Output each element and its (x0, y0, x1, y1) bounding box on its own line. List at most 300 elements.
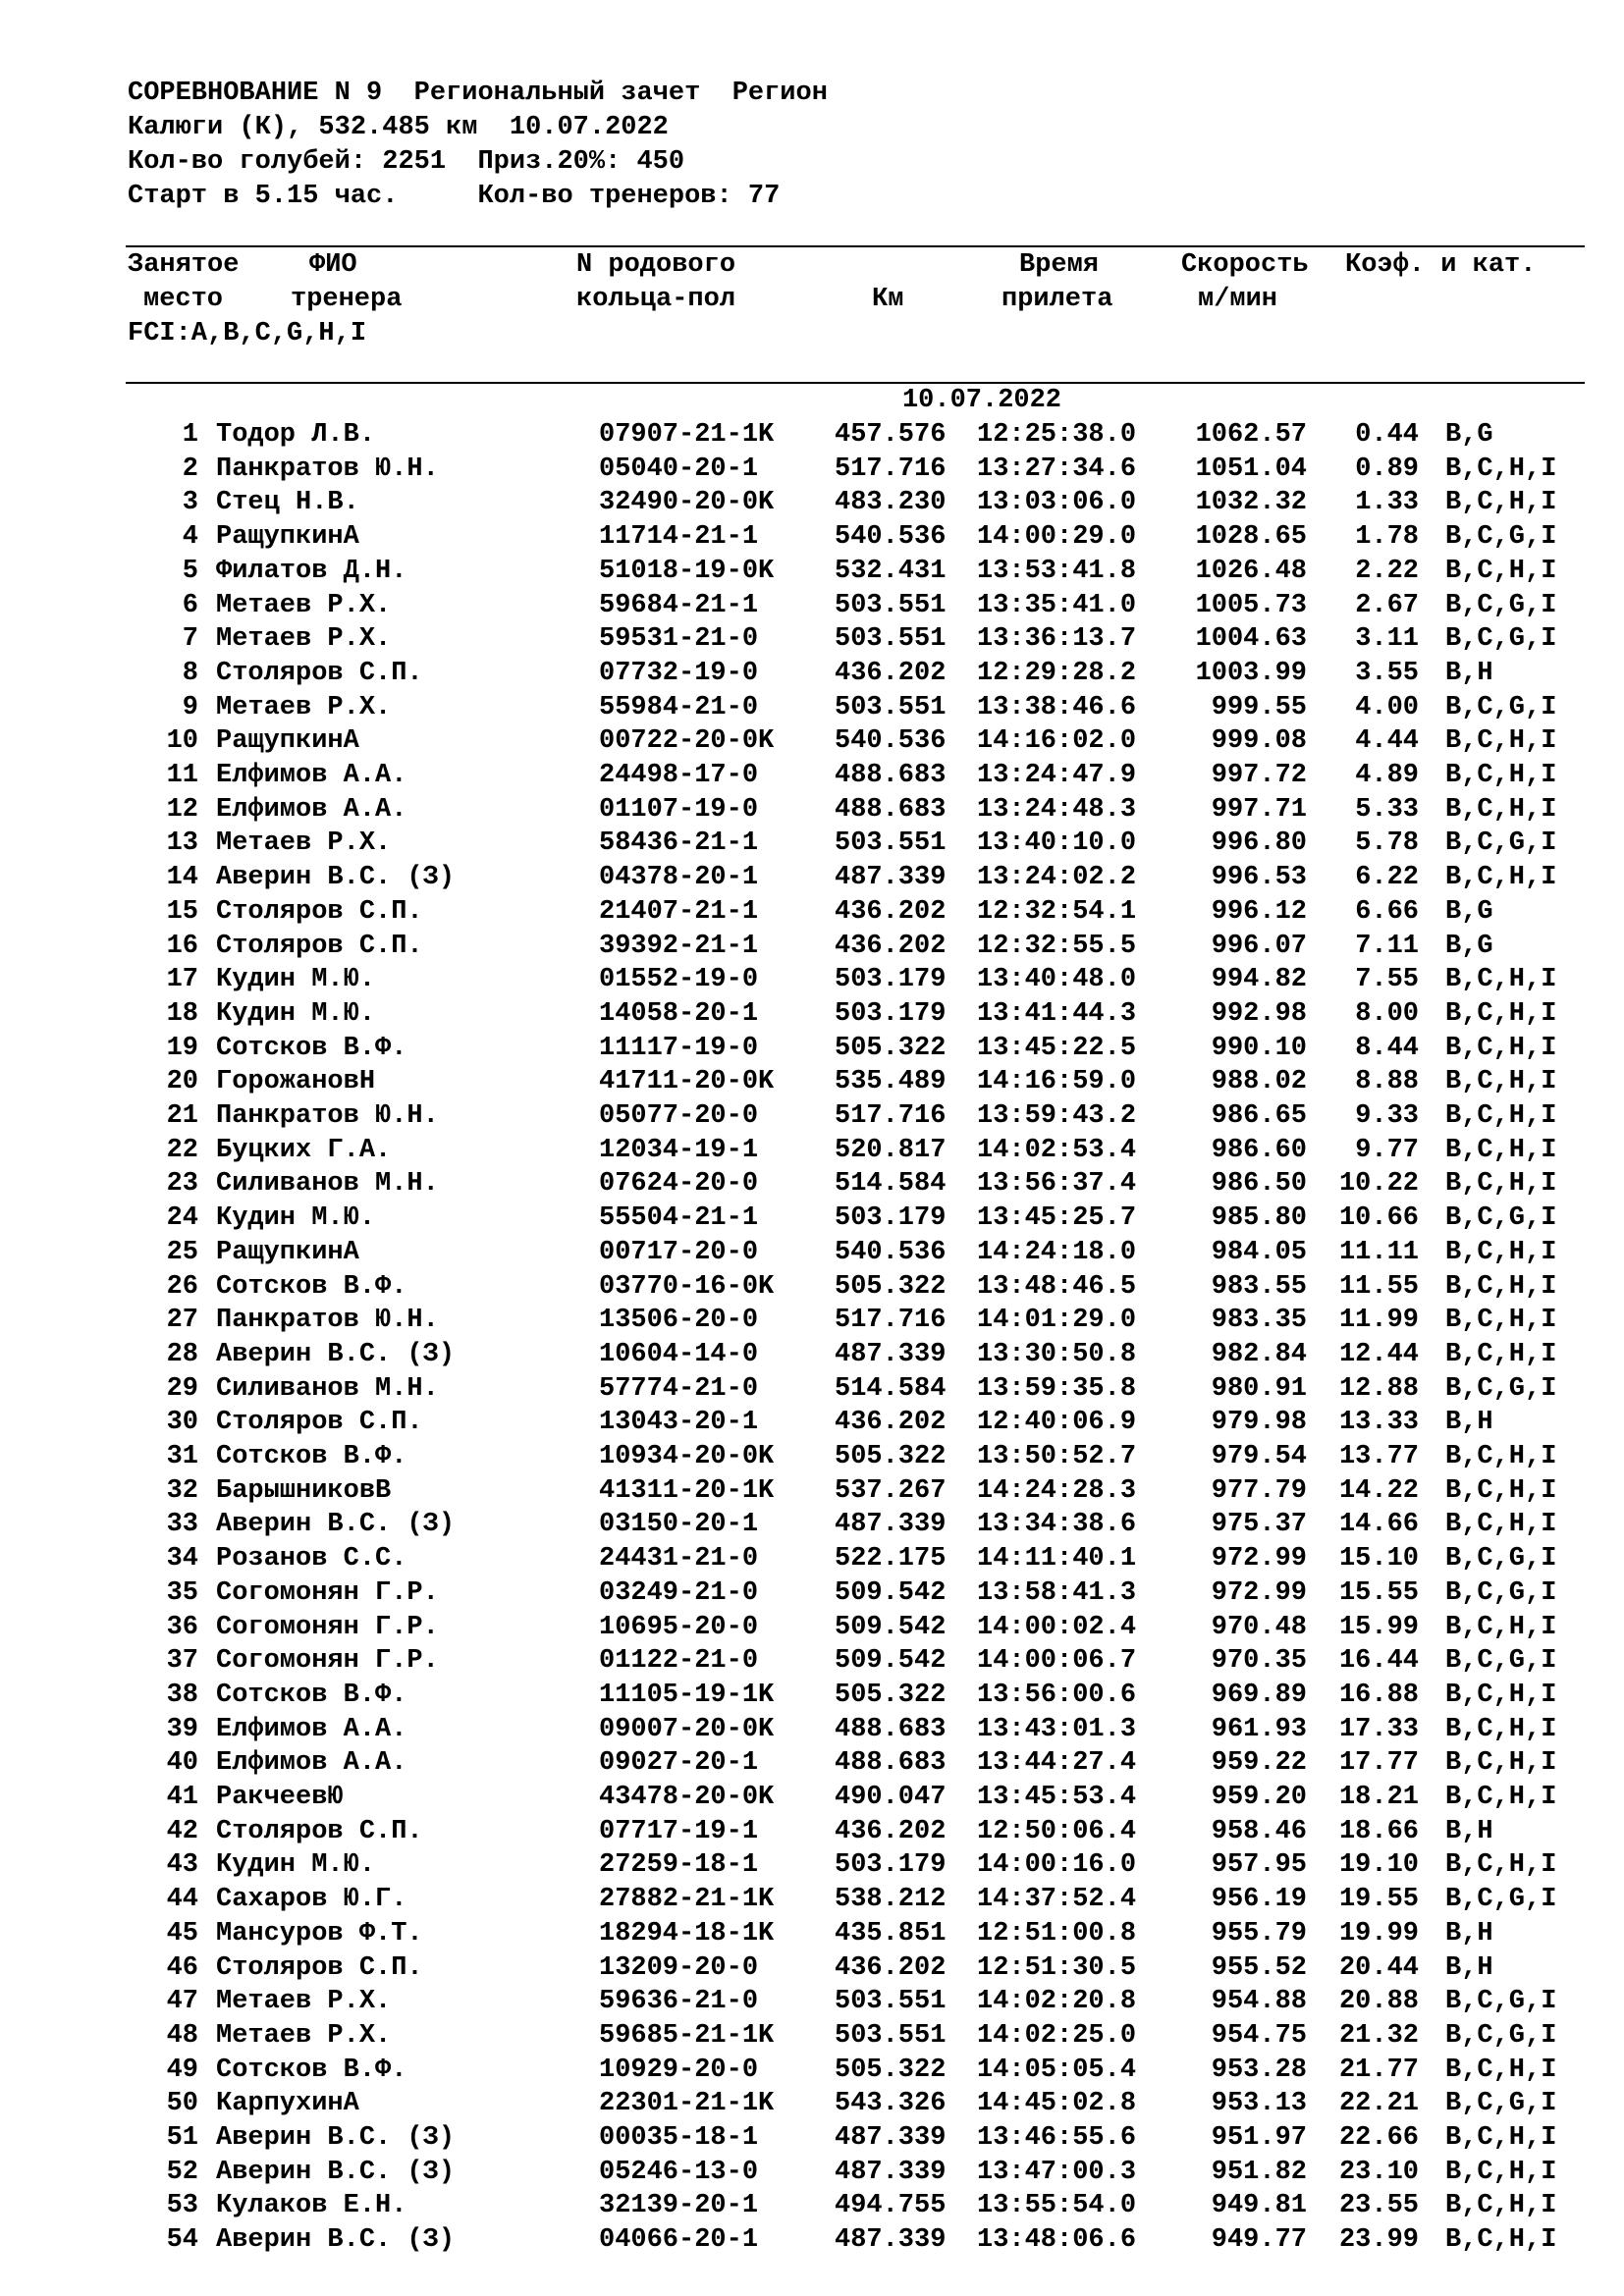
cell-speed: 975.37 (1211, 1510, 1307, 1540)
cell-name: Елфимов А.А. (216, 794, 407, 825)
cell-name: ГорожановН (216, 1067, 376, 1097)
table-row (0, 997, 1624, 1032)
cell-name: Сотсков В.Ф. (216, 1271, 407, 1302)
cell-cat: B,C,G,I (1445, 2089, 1557, 2119)
cell-km: 457.576 (835, 420, 947, 450)
cell-name: Метаев Р.Х. (216, 692, 392, 722)
cell-speed: 961.93 (1211, 1714, 1307, 1744)
cell-time: 13:40:10.0 (977, 828, 1137, 859)
cell-ring: 51018-19-0K (599, 556, 775, 586)
cell-cat: B,C,H,I (1445, 863, 1557, 893)
cell-km: 503.551 (835, 1987, 947, 2017)
cell-place: 16 (166, 931, 198, 961)
cell-km: 436.202 (835, 1408, 947, 1438)
cell-coef: 1.78 (1355, 522, 1419, 553)
cell-ring: 58436-21-1 (599, 828, 759, 859)
cell-time: 12:32:55.5 (977, 931, 1137, 961)
table-row (0, 1917, 1624, 1951)
cell-ring: 03249-21-0 (599, 1577, 759, 1608)
cell-coef: 19.99 (1338, 1918, 1419, 1949)
col-km: Км (872, 285, 904, 314)
cell-coef: 15.10 (1338, 1544, 1419, 1575)
cell-place: 11 (166, 761, 198, 790)
table-row (0, 895, 1624, 930)
table-row (0, 861, 1624, 895)
cell-ring: 18294-18-1K (599, 1918, 775, 1949)
cell-time: 14:24:18.0 (977, 1237, 1137, 1267)
table-row (0, 759, 1624, 793)
cell-cat: B,C,H,I (1445, 1783, 1557, 1812)
cell-cat: B,C,H,I (1445, 1067, 1557, 1097)
cell-km: 503.551 (835, 2020, 947, 2051)
col-coef-1: Коэф. и кат. (1345, 250, 1537, 280)
cell-name: Филатов Д.Н. (216, 556, 407, 586)
cell-coef: 0.89 (1355, 454, 1419, 484)
cell-ring: 24431-21-0 (599, 1544, 759, 1575)
cell-place: 38 (166, 1680, 198, 1710)
cell-km: 435.851 (835, 1918, 947, 1949)
cell-km: 503.179 (835, 1203, 947, 1234)
cell-coef: 3.11 (1355, 624, 1419, 655)
cell-km: 517.716 (835, 454, 947, 484)
cell-km: 487.339 (835, 2123, 947, 2153)
competition-title: СОРЕВНОВАНИЕ N 9 Региональный зачет Регион (128, 79, 828, 108)
cell-km: 540.536 (835, 1237, 947, 1267)
cell-time: 13:47:00.3 (977, 2157, 1137, 2187)
cell-time: 13:35:41.0 (977, 590, 1137, 620)
cell-place: 48 (166, 2020, 198, 2051)
cell-name: Сотсков В.Ф. (216, 1442, 407, 1471)
cell-time: 13:58:41.3 (977, 1577, 1137, 1608)
cell-km: 487.339 (835, 2157, 947, 2187)
cell-cat: B,C,G,I (1445, 692, 1557, 722)
cell-time: 14:24:28.3 (977, 1475, 1137, 1506)
cell-place: 47 (166, 1987, 198, 2017)
cell-coef: 13.77 (1338, 1442, 1419, 1471)
cell-time: 13:48:06.6 (977, 2225, 1137, 2256)
col-speed-1: Скорость (1181, 250, 1309, 280)
cell-ring: 07717-19-1 (599, 1816, 759, 1846)
cell-ring: 32139-20-1 (599, 2191, 759, 2221)
cell-speed: 999.55 (1211, 692, 1307, 722)
cell-time: 14:05:05.4 (977, 2055, 1137, 2085)
cell-time: 12:40:06.9 (977, 1408, 1137, 1438)
cell-ring: 01122-21-0 (599, 1646, 759, 1677)
cell-ring: 10929-20-0 (599, 2055, 759, 2085)
cell-name: Стец Н.В. (216, 488, 359, 518)
cell-ring: 00722-20-0K (599, 726, 775, 757)
cell-ring: 13209-20-0 (599, 1952, 759, 1983)
table-row (0, 2054, 1624, 2088)
cell-cat: B,C,H,I (1445, 556, 1557, 586)
cell-place: 45 (166, 1918, 198, 1949)
cell-name: Столяров С.П. (216, 896, 423, 927)
cell-place: 1 (182, 420, 198, 450)
cell-speed: 996.12 (1211, 896, 1307, 927)
cell-time: 13:50:52.7 (977, 1442, 1137, 1471)
cell-km: 517.716 (835, 1306, 947, 1336)
cell-ring: 09027-20-1 (599, 1748, 759, 1779)
cell-name: Аверин В.С. (З) (216, 2123, 456, 2153)
table-row (0, 1065, 1624, 1099)
cell-km: 503.179 (835, 998, 947, 1029)
release-point-line: Калюги (К), 532.485 км 10.07.2022 (128, 113, 669, 142)
header-rule-top (126, 245, 1585, 247)
cell-ring: 05246-13-0 (599, 2157, 759, 2187)
table-row (0, 1985, 1624, 2019)
cell-cat: B,C,G,I (1445, 1544, 1557, 1575)
cell-time: 12:25:38.0 (977, 420, 1137, 450)
table-row (0, 1440, 1624, 1474)
cell-speed: 996.80 (1211, 828, 1307, 859)
cell-km: 509.542 (835, 1612, 947, 1642)
cell-coef: 15.55 (1338, 1577, 1419, 1608)
table-row (0, 963, 1624, 997)
cell-coef: 20.88 (1338, 1987, 1419, 2017)
cell-time: 13:55:54.0 (977, 2191, 1137, 2221)
cell-ring: 00717-20-0 (599, 1237, 759, 1267)
cell-name: Елфимов А.А. (216, 1714, 407, 1744)
cell-cat: B,C,G,I (1445, 1373, 1557, 1404)
cell-speed: 977.79 (1211, 1475, 1307, 1506)
cell-speed: 970.48 (1211, 1612, 1307, 1642)
cell-place: 50 (166, 2089, 198, 2119)
cell-time: 13:45:53.4 (977, 1783, 1137, 1812)
cell-place: 2 (182, 454, 198, 484)
cell-name: Согомонян Г.Р. (216, 1577, 439, 1608)
cell-speed: 1028.65 (1195, 522, 1307, 553)
cell-coef: 4.89 (1355, 761, 1419, 790)
cell-speed: 972.99 (1211, 1577, 1307, 1608)
cell-name: Метаев Р.Х. (216, 590, 392, 620)
cell-name: РащупкинА (216, 1237, 359, 1267)
cell-name: Аверин В.С. (З) (216, 2157, 456, 2187)
cell-place: 25 (166, 1237, 198, 1267)
table-row (0, 1746, 1624, 1781)
cell-km: 535.489 (835, 1067, 947, 1097)
cell-cat: B,C,H,I (1445, 1475, 1557, 1506)
table-row (0, 1338, 1624, 1372)
cell-place: 21 (166, 1101, 198, 1131)
cell-speed: 970.35 (1211, 1646, 1307, 1677)
table-row (0, 2019, 1624, 2054)
cell-name: Мансуров Ф.Т. (216, 1918, 423, 1949)
cell-time: 13:03:06.0 (977, 488, 1137, 518)
cell-ring: 21407-21-1 (599, 896, 759, 927)
cell-name: Аверин В.С. (З) (216, 1510, 456, 1540)
cell-cat: B,C,H,I (1445, 1612, 1557, 1642)
table-row (0, 1236, 1624, 1270)
cell-speed: 983.55 (1211, 1271, 1307, 1302)
cell-km: 487.339 (835, 1510, 947, 1540)
cell-ring: 57774-21-0 (599, 1373, 759, 1404)
cell-cat: B,C,H,I (1445, 2191, 1557, 2221)
cell-coef: 7.55 (1355, 965, 1419, 995)
cell-time: 13:24:47.9 (977, 761, 1137, 790)
cell-speed: 994.82 (1211, 965, 1307, 995)
cell-coef: 6.22 (1355, 863, 1419, 893)
table-row (0, 1134, 1624, 1168)
cell-coef: 0.44 (1355, 420, 1419, 450)
cell-coef: 12.44 (1338, 1339, 1419, 1369)
cell-time: 14:02:20.8 (977, 1987, 1137, 2017)
cell-speed: 1051.04 (1195, 454, 1307, 484)
cell-time: 14:00:29.0 (977, 522, 1137, 553)
cell-time: 13:27:34.6 (977, 454, 1137, 484)
cell-cat: B,C,H,I (1445, 2123, 1557, 2153)
cell-time: 14:00:16.0 (977, 1850, 1137, 1881)
cell-name: Силиванов М.Н. (216, 1169, 439, 1200)
cell-place: 3 (182, 488, 198, 518)
cell-speed: 990.10 (1211, 1033, 1307, 1063)
cell-coef: 4.00 (1355, 692, 1419, 722)
cell-name: Панкратов Ю.Н. (216, 1306, 439, 1336)
table-row (0, 2223, 1624, 2258)
cell-cat: B,G (1445, 420, 1493, 450)
cell-coef: 16.44 (1338, 1646, 1419, 1677)
cell-km: 436.202 (835, 658, 947, 688)
cell-ring: 10934-20-0K (599, 1442, 775, 1471)
cell-coef: 22.66 (1338, 2123, 1419, 2153)
cell-time: 14:02:25.0 (977, 2020, 1137, 2051)
cell-place: 54 (166, 2225, 198, 2256)
cell-name: Тодор Л.В. (216, 420, 376, 450)
date-label: 10.07.2022 (901, 386, 1062, 415)
cell-coef: 7.11 (1355, 931, 1419, 961)
cell-speed: 949.77 (1211, 2225, 1307, 2256)
cell-km: 503.551 (835, 590, 947, 620)
table-row (0, 622, 1624, 657)
cell-place: 33 (166, 1510, 198, 1540)
cell-coef: 10.66 (1338, 1203, 1419, 1234)
cell-ring: 24498-17-0 (599, 761, 759, 790)
cell-cat: B,C,H,I (1445, 1135, 1557, 1165)
cell-time: 13:43:01.3 (977, 1714, 1137, 1744)
cell-time: 12:32:54.1 (977, 896, 1137, 927)
cell-coef: 16.88 (1338, 1680, 1419, 1710)
cell-place: 27 (166, 1306, 198, 1336)
table-row (0, 1713, 1624, 1747)
cell-place: 51 (166, 2123, 198, 2153)
cell-coef: 4.44 (1355, 726, 1419, 757)
table-row (0, 691, 1624, 725)
cell-place: 10 (166, 726, 198, 757)
cell-cat: B,C,H,I (1445, 1237, 1557, 1267)
cell-name: Столяров С.П. (216, 931, 423, 961)
cell-place: 37 (166, 1646, 198, 1677)
cell-speed: 1003.99 (1195, 658, 1307, 688)
cell-time: 12:50:06.4 (977, 1816, 1137, 1846)
col-fio-2: тренера (291, 285, 403, 314)
cell-place: 6 (182, 590, 198, 620)
cell-place: 12 (166, 794, 198, 825)
cell-coef: 9.77 (1355, 1135, 1419, 1165)
cell-cat: B,C,H,I (1445, 2055, 1557, 2085)
cell-name: Аверин В.С. (З) (216, 1339, 456, 1369)
table-row (0, 1201, 1624, 1236)
col-fci: FCI:A,B,C,G,H,I (128, 319, 367, 348)
cell-cat: B,C,G,I (1445, 1577, 1557, 1608)
cell-coef: 14.66 (1338, 1510, 1419, 1540)
cell-cat: B,C,H,I (1445, 1033, 1557, 1063)
cell-name: Кудин М.Ю. (216, 1203, 376, 1234)
cell-name: Столяров С.П. (216, 658, 423, 688)
cell-speed: 969.89 (1211, 1680, 1307, 1710)
cell-ring: 39392-21-1 (599, 931, 759, 961)
cell-km: 436.202 (835, 896, 947, 927)
cell-speed: 984.05 (1211, 1237, 1307, 1267)
cell-cat: B,C,G,I (1445, 590, 1557, 620)
cell-km: 487.339 (835, 863, 947, 893)
cell-name: Согомонян Г.Р. (216, 1646, 439, 1677)
cell-ring: 10695-20-0 (599, 1612, 759, 1642)
cell-km: 514.584 (835, 1169, 947, 1200)
cell-speed: 992.98 (1211, 998, 1307, 1029)
table-row (0, 555, 1624, 589)
table-row (0, 2121, 1624, 2156)
cell-coef: 2.67 (1355, 590, 1419, 620)
cell-coef: 23.55 (1338, 2191, 1419, 2221)
cell-speed: 972.99 (1211, 1544, 1307, 1575)
cell-time: 14:16:02.0 (977, 726, 1137, 757)
cell-ring: 59685-21-1K (599, 2020, 775, 2051)
table-row (0, 1576, 1624, 1611)
table-row (0, 1099, 1624, 1134)
cell-cat: B,C,H,I (1445, 998, 1557, 1029)
cell-cat: B,C,H,I (1445, 488, 1557, 518)
cell-name: Сахаров Ю.Г. (216, 1885, 407, 1915)
cell-km: 509.542 (835, 1577, 947, 1608)
cell-place: 41 (166, 1783, 198, 1812)
cell-speed: 986.65 (1211, 1101, 1307, 1131)
cell-km: 503.551 (835, 624, 947, 655)
cell-cat: B,C,G,I (1445, 1987, 1557, 2017)
cell-time: 13:45:25.7 (977, 1203, 1137, 1234)
cell-place: 52 (166, 2157, 198, 2187)
table-row (0, 1542, 1624, 1576)
table-row (0, 1372, 1624, 1407)
cell-cat: B,C,G,I (1445, 2020, 1557, 2051)
cell-cat: B,H (1445, 658, 1493, 688)
cell-km: 436.202 (835, 1816, 947, 1846)
cell-place: 14 (166, 863, 198, 893)
table-row (0, 2189, 1624, 2223)
table-row (0, 1848, 1624, 1883)
cell-ring: 41711-20-0K (599, 1067, 775, 1097)
cell-speed: 999.08 (1211, 726, 1307, 757)
cell-place: 20 (166, 1067, 198, 1097)
cell-name: Метаев Р.Х. (216, 624, 392, 655)
cell-speed: 986.50 (1211, 1169, 1307, 1200)
cell-ring: 59684-21-1 (599, 590, 759, 620)
cell-place: 34 (166, 1544, 198, 1575)
cell-place: 8 (182, 658, 198, 688)
cell-cat: B,C,H,I (1445, 1680, 1557, 1710)
table-row (0, 486, 1624, 520)
cell-km: 436.202 (835, 1952, 947, 1983)
cell-ring: 59531-21-0 (599, 624, 759, 655)
table-row (0, 793, 1624, 828)
cell-cat: B,H (1445, 1816, 1493, 1846)
cell-cat: B,C,H,I (1445, 1101, 1557, 1131)
cell-km: 540.536 (835, 726, 947, 757)
table-row (0, 1679, 1624, 1713)
header-rule-bottom (126, 382, 1585, 384)
cell-coef: 13.33 (1338, 1408, 1419, 1438)
col-time-1: Время (1019, 250, 1100, 280)
cell-place: 42 (166, 1816, 198, 1846)
col-ring-1: N родового (576, 250, 736, 280)
table-row (0, 1951, 1624, 1986)
cell-name: Силиванов М.Н. (216, 1373, 439, 1404)
table-row (0, 1815, 1624, 1849)
cell-time: 12:51:00.8 (977, 1918, 1137, 1949)
cell-coef: 18.66 (1338, 1816, 1419, 1846)
cell-time: 14:02:53.4 (977, 1135, 1137, 1165)
start-time-line: Старт в 5.15 час. Кол-во тренеров: 77 (128, 182, 781, 211)
cell-place: 9 (182, 692, 198, 722)
cell-place: 36 (166, 1612, 198, 1642)
cell-ring: 03770-16-0K (599, 1271, 775, 1302)
table-row (0, 724, 1624, 759)
table-row (0, 1474, 1624, 1509)
cell-place: 22 (166, 1135, 198, 1165)
cell-time: 13:40:48.0 (977, 965, 1137, 995)
cell-time: 13:59:43.2 (977, 1101, 1137, 1131)
cell-ring: 11105-19-1K (599, 1680, 775, 1710)
cell-speed: 953.28 (1211, 2055, 1307, 2085)
cell-time: 13:53:41.8 (977, 556, 1137, 586)
cell-ring: 07907-21-1K (599, 420, 775, 450)
cell-km: 538.212 (835, 1885, 947, 1915)
cell-km: 436.202 (835, 931, 947, 961)
cell-km: 487.339 (835, 2225, 947, 2256)
cell-speed: 988.02 (1211, 1067, 1307, 1097)
cell-ring: 01107-19-0 (599, 794, 759, 825)
cell-ring: 04378-20-1 (599, 863, 759, 893)
cell-name: Панкратов Ю.Н. (216, 454, 439, 484)
cell-km: 488.683 (835, 794, 947, 825)
cell-name: РащупкинА (216, 726, 359, 757)
cell-name: Елфимов А.А. (216, 761, 407, 790)
cell-coef: 19.55 (1338, 1885, 1419, 1915)
table-row (0, 930, 1624, 964)
cell-place: 23 (166, 1169, 198, 1200)
cell-cat: B,H (1445, 1952, 1493, 1983)
cell-name: Аверин В.С. (З) (216, 2225, 456, 2256)
cell-km: 503.179 (835, 965, 947, 995)
cell-speed: 996.07 (1211, 931, 1307, 961)
table-row (0, 1883, 1624, 1917)
cell-coef: 8.44 (1355, 1033, 1419, 1063)
cell-name: БарышниковВ (216, 1475, 392, 1506)
cell-speed: 986.60 (1211, 1135, 1307, 1165)
cell-km: 505.322 (835, 1033, 947, 1063)
table-row (0, 520, 1624, 555)
cell-km: 543.326 (835, 2089, 947, 2119)
cell-coef: 1.33 (1355, 488, 1419, 518)
cell-name: Согомонян Г.Р. (216, 1612, 439, 1642)
cell-coef: 23.99 (1338, 2225, 1419, 2256)
cell-ring: 04066-20-1 (599, 2225, 759, 2256)
col-speed-2: м/мин (1198, 285, 1278, 314)
cell-speed: 951.82 (1211, 2157, 1307, 2187)
cell-coef: 12.88 (1338, 1373, 1419, 1404)
cell-ring: 09007-20-0K (599, 1714, 775, 1744)
cell-coef: 15.99 (1338, 1612, 1419, 1642)
cell-ring: 22301-21-1K (599, 2089, 775, 2119)
cell-place: 29 (166, 1373, 198, 1404)
